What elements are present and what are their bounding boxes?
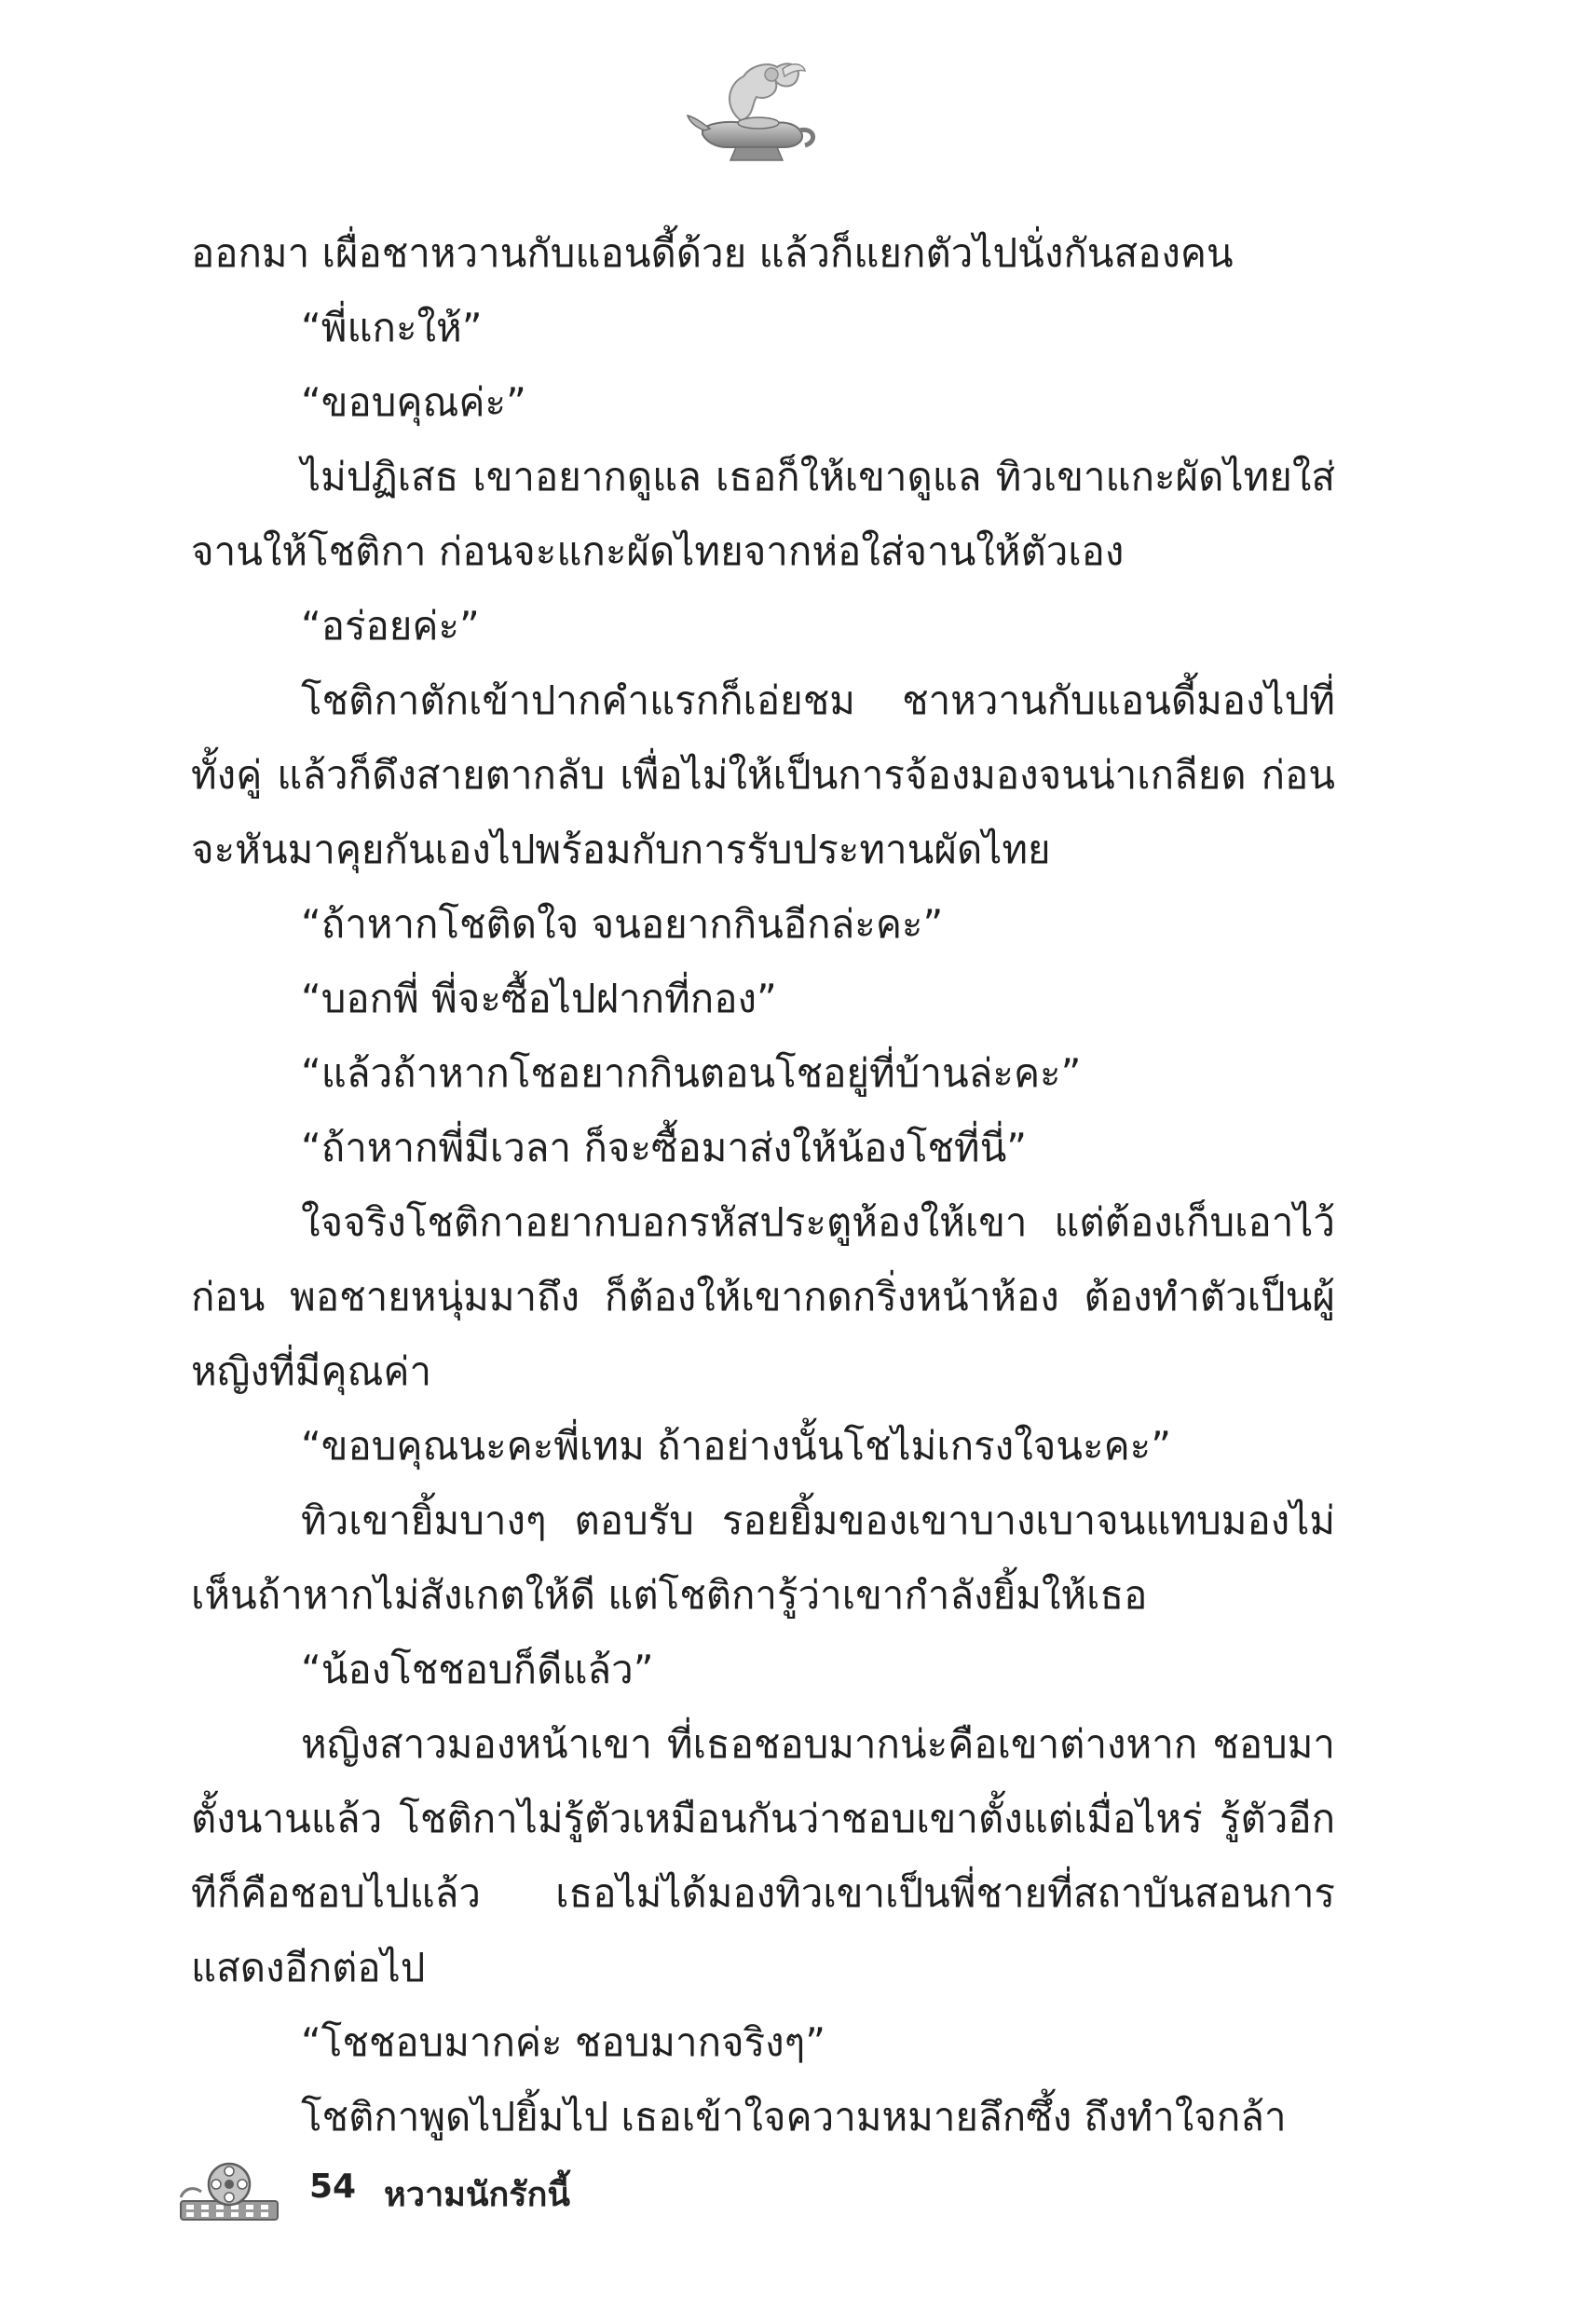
paragraph: “อร่อยค่ะ”: [301, 603, 480, 649]
paragraph: “พี่แกะให้”: [301, 305, 483, 350]
paragraph: “น้องโชชอบก็ดีแล้ว”: [301, 1647, 654, 1692]
page-footer: [177, 2160, 829, 2225]
paragraph: “โชชอบมากค่ะ ชอบมากจริงๆ”: [301, 2019, 826, 2065]
book-title: หวามนักรักนี้: [384, 2176, 571, 2214]
paragraph: “ถ้าหากพี่มีเวลา ก็จะซื้อมาส่งให้น้องโชที่นี่”: [301, 1125, 1028, 1170]
paragraph: หญิงสาวมองหน้าเขา ที่เธอชอบมากน่ะคือเขาต่างหาก ชอบมาตั้งนานแล้ว โชติกาไม่รู้ตัวเหมือนกันว่าชอบเขาตั้งแต่เมื่อไหร่ รู้ตัวอีกทีก็คือชอบไปแล้ว เธอไม่ได้มองทิวเขาเป็นพี่ชายที่สถาบันสอนการแสดงอีกต่อไป: [191, 1721, 1335, 1990]
paragraph: “ขอบคุณนะคะพี่เทม ถ้าอย่างนั้นโชไม่เกรงใจนะคะ”: [301, 1423, 1171, 1469]
genie-lamp-icon: [686, 56, 821, 168]
paragraph: โชติกาตักเข้าปากคำแรกก็เอ่ยชม ชาหวานกับแอนดี้มองไปที่ทั้งคู่ แล้วก็ดึงสายตากลับ เพื่อไม่ให้เป็นการจ้องมองจนน่าเกลียด ก่อนจะหันมาคุยกันเองไปพร้อมกับการรับประทานผัดไทย: [191, 677, 1335, 872]
page-number: 54: [309, 2167, 357, 2206]
paragraph: ไม่ปฏิเสธ เขาอยากดูแล เธอก็ให้เขาดูแล ทิวเขาแกะผัดไทยใส่จานให้โชติกา ก่อนจะแกะผัดไทยจากห่อใส่จานให้ตัวเอง: [191, 454, 1335, 574]
paragraph: “ถ้าหากโชติดใจ จนอยากกินอีกล่ะคะ”: [301, 901, 944, 947]
paragraph: ใจจริงโชติกาอยากบอกรหัสประตูห้องให้เขา แต่ต้องเก็บเอาไว้ก่อน พอชายหนุ่มมาถึง ก็ต้องให้เขากดกริ่งหน้าห้อง ต้องทำตัวเป็นผู้หญิงที่มีคุณค่า: [191, 1199, 1335, 1394]
paragraph: ทิวเขายิ้มบางๆ ตอบรับ รอยยิ้มของเขาบางเบาจนแทบมองไม่เห็นถ้าหากไม่สังเกตให้ดี แต่โชติการู้ว่าเขากำลังยิ้มให้เธอ: [191, 1497, 1335, 1618]
paragraph: ออกมา เผื่อชาหวานกับแอนดี้ด้วย แล้วก็แยกตัวไปนั่งกันสองคน: [191, 230, 1234, 276]
body-text: [191, 216, 1335, 2154]
paragraph: โชติกาพูดไปยิ้มไป เธอเข้าใจความหมายลึกซึ้ง ถึงทำใจกล้า: [301, 2094, 1287, 2140]
paragraph: “ขอบคุณค่ะ”: [301, 379, 526, 425]
paragraph: “แล้วถ้าหากโชอยากกินตอนโชอยู่ที่บ้านล่ะคะ”: [301, 1050, 1082, 1096]
film-reel-icon: [177, 2160, 281, 2223]
paragraph: “บอกพี่ พี่จะซื้อไปฝากที่กอง”: [301, 976, 777, 1021]
